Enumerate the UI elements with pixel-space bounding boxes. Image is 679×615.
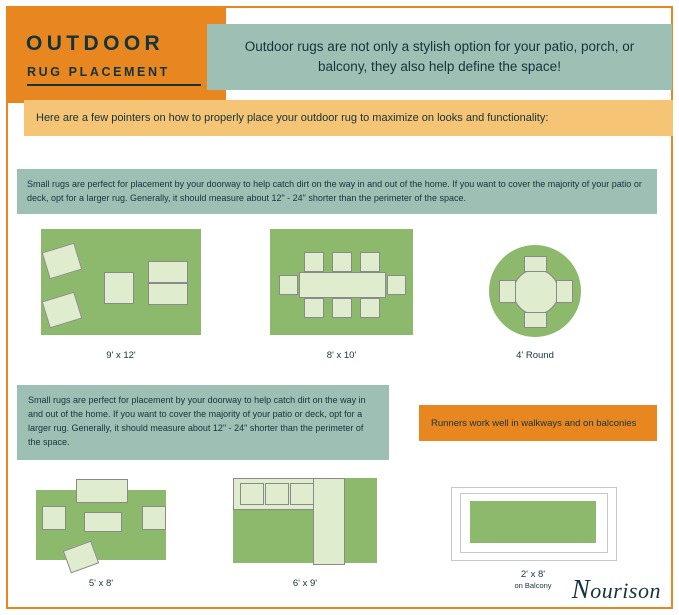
sofa-cushion [265, 483, 289, 505]
dining-chair [332, 252, 352, 272]
sofa [76, 479, 128, 503]
header-banner-text: Outdoor rugs are not only a stylish option for your patio, porch, or balcony, they also help define the space! [244, 39, 635, 74]
armchair-left [42, 506, 66, 530]
header-banner [207, 24, 672, 90]
pointer-bar-text: Here are a few pointers on how to properly place your outdoor rug to maximize on looks and functionality: [36, 112, 549, 124]
sofa [148, 261, 188, 283]
dining-chair [556, 280, 573, 303]
page-title: OUTDOOR [26, 32, 165, 55]
dining-chair-end [279, 275, 298, 295]
brand-initial: N [571, 574, 591, 604]
caption-rug-size: 9' x 12' [106, 350, 136, 361]
caption-rug-size: 6' x 9' [292, 578, 318, 589]
rug-shape-runner [470, 501, 596, 543]
dining-chair [332, 298, 352, 318]
runner-note-box [419, 405, 657, 441]
caption-rug-size: 4' Round [516, 350, 554, 361]
tip-bar-top [17, 169, 657, 214]
dining-chair [304, 252, 324, 272]
brand-logo [572, 574, 661, 605]
dining-chair-end [387, 275, 406, 295]
coffee-table [104, 272, 134, 304]
caption-rug-size: 8' x 10' [326, 350, 357, 361]
title-block [8, 8, 226, 103]
page-subtitle: RUG PLACEMENT [27, 65, 170, 79]
tip-box-bottom [17, 385, 389, 460]
round-dining-table [513, 269, 559, 315]
runner-note-text: Runners work well in walkways and on balconies [431, 417, 637, 429]
sofa-cushion [290, 483, 314, 505]
sofa-cushion [240, 483, 264, 505]
caption-rug-size: 5' x 8' [88, 578, 114, 589]
dining-chair [304, 298, 324, 318]
dining-table [299, 272, 386, 298]
coffee-table [84, 512, 122, 532]
tip-box-bottom-text: Small rugs are perfect for placement by your doorway to help catch dirt on the way in and out of the home. If you want to cover the majority of your patio or deck, opt for a larger rug. Generally, it should measure about 12" - 24" shorter than the perimeter of the space. [28, 395, 366, 447]
brand-name: ourison [590, 578, 661, 603]
dining-chair [499, 280, 516, 303]
loveseat [148, 283, 188, 305]
title-divider [27, 84, 201, 86]
sectional-sofa-side [313, 478, 345, 565]
dining-chair [524, 312, 547, 328]
dining-chair [360, 252, 380, 272]
dining-chair [524, 256, 547, 272]
tip-bar-top-text: Small rugs are perfect for placement by your doorway to help catch dirt on the way in and out of the home. If you want to cover the majority of your patio or deck, opt for a larger rug. Generally, it should measure about 12" - 24" shorter than the perimeter of the space. [27, 179, 642, 203]
armchair-right [142, 506, 166, 530]
pointer-bar [24, 100, 673, 136]
caption-rug-location: on Balcony [514, 581, 552, 590]
dining-chair [360, 298, 380, 318]
caption-rug-size: 2' x 8' [520, 569, 546, 580]
